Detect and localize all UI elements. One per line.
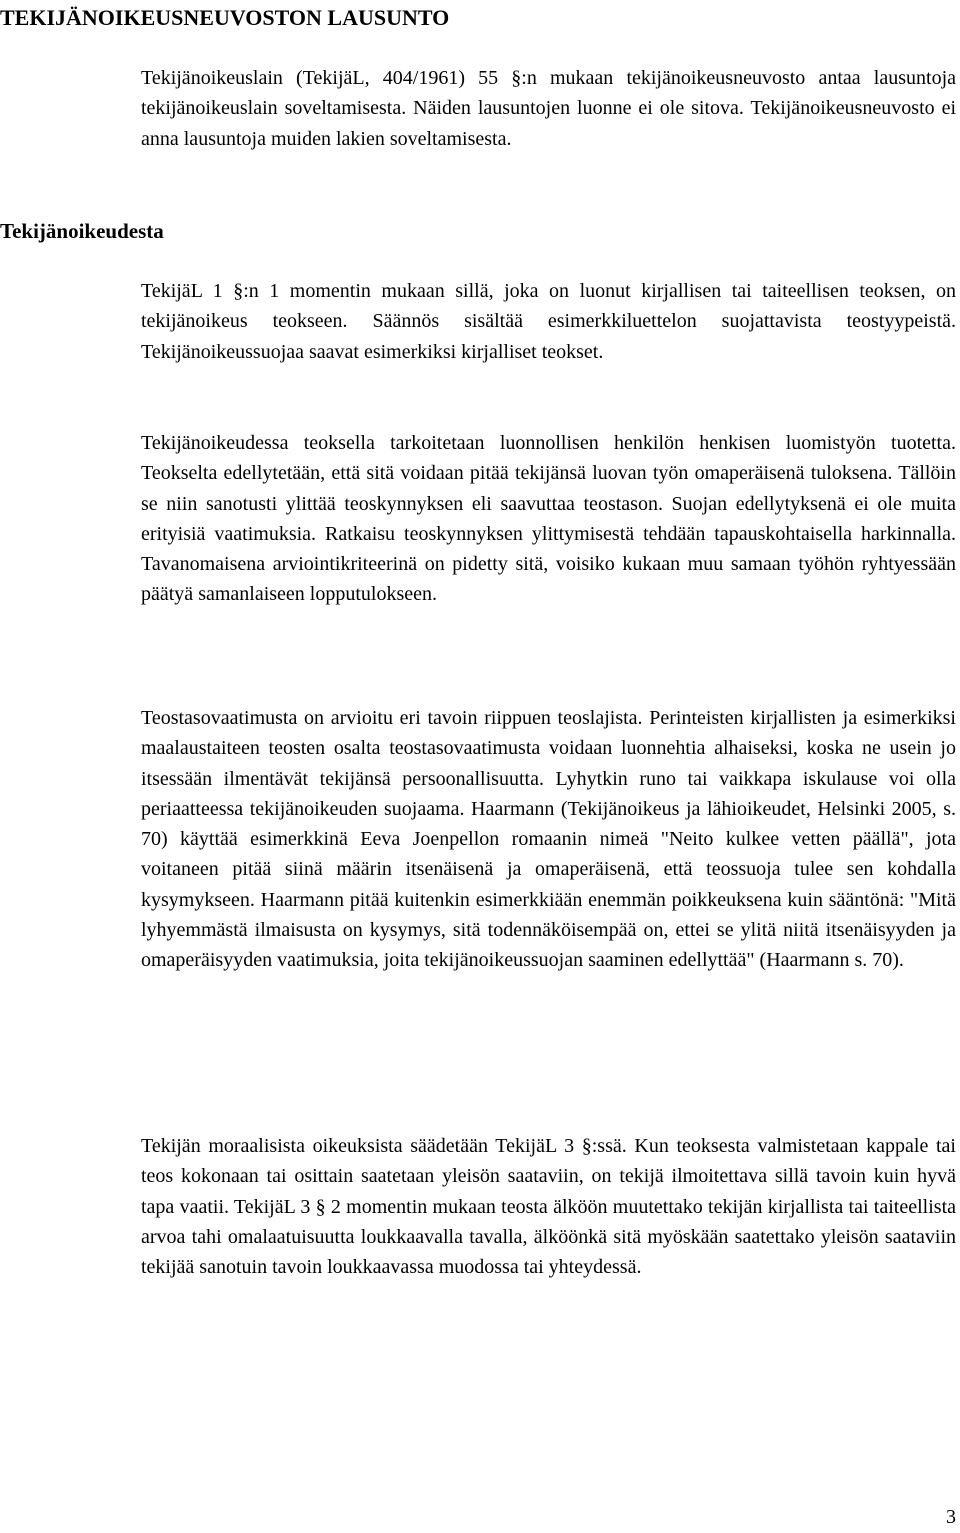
- paragraph-intro: Tekijänoikeuslain (TekijäL, 404/1961) 55 §:n mukaan tekijänoikeusneuvosto antaa lausuntoja tekijänoikeuslain soveltamisesta. Näiden lausuntojen luonne ei ole sitova. Tekijänoikeusneuvosto ei anna lausuntoja muiden lakien soveltamisesta.: [141, 67, 956, 150]
- page-number: 3: [946, 1506, 956, 1528]
- section-heading: Tekijänoikeudesta: [0, 219, 164, 243]
- paragraph-copyright-basis: TekijäL 1 §:n 1 momentin mukaan sillä, joka on luonut kirjallisen tai taiteellisen teoksen, on tekijänoikeus teokseen. Säännös sisältää esimerkkiluettelon suojattavista teostyypeistä. Tekijänoikeussuojaa saavat esimerkiksi kirjalliset teokset.: [141, 280, 956, 363]
- paragraph-work-definition: Tekijänoikeudessa teoksella tarkoitetaan luonnollisen henkilön henkisen luomistyön tuotetta. Teokselta edellytetään, että sitä voidaan pitää tekijänsä luovan työn omaperäisenä tuloksena. Tällöin se niin sanotusti ylittää teoskynnyksen eli saavuttaa teostason. Suojan edellytyksenä ei ole muita erityisiä vaatimuksia. Ratkaisu teoskynnyksen ylittymisestä tehdään tapauskohtaisella harkinnalla. Tavanomaisena arviointikriteerinä on pidetty sitä, voisiko kukaan muu samaan työhön ryhtyessään päätyä samanlaiseen lopputulokseen.: [141, 432, 956, 606]
- paragraph-moral-rights: Tekijän moraalisista oikeuksista säädetään TekijäL 3 §:ssä. Kun teoksesta valmistetaan kappale tai teos kokonaan tai osittain saatetaan yleisön saataviin, on tekijä ilmoitettava sillä tavoin kuin hyvä tapa vaatii. TekijäL 3 § 2 momentin mukaan teosta älköön muutettako tekijän kirjallista tai taiteellista arvoa tahi omalaatuisuutta loukkaavalla tavalla, älköönkä sitä myöskään saatettako yleisön saataviin tekijää sanotuin tavoin loukkaavassa muodossa tai yhteydessä.: [141, 1135, 956, 1279]
- paragraph-originality-threshold: Teostasovaatimusta on arvioitu eri tavoin riippuen teoslajista. Perinteisten kirjallisten ja esimerkiksi maalaustaiteen teosten osalta teostasovaatimusta voidaan luonnehtia alhaiseksi, koska ne usein jo itsessään ilmentävät tekijänsä persoonallisuutta. Lyhytkin runo tai vaikkapa iskulause voi olla periaatteessa tekijänoikeuden suojaama. Haarmann (Tekijänoikeus ja lähioikeudet, Helsinki 2005, s. 70) käyttää esimerkkinä Eeva Joenpellon romaanin nimeä "Neito kulkee vetten päällä", jota voitaneen pitää siinä määrin itsenäisenä ja omaperäisenä, että teossuoja tulee sen kohdalla kysymykseen. Haarmann pitää kuitenkin esimerkkiään enemmän poikkeuksena kuin sääntönä: "Mitä lyhyemmästä ilmaisusta on kysymys, sitä todennäköisempää on, ettei se ylitä niitä itsenäisyyden ja omaperäisyyden vaatimuksia, joita tekijänoikeussuojan saaminen edellyttää" (Haarmann s. 70).: [141, 707, 956, 972]
- page-title: TEKIJÄNOIKEUSNEUVOSTON LAUSUNTO: [0, 5, 450, 30]
